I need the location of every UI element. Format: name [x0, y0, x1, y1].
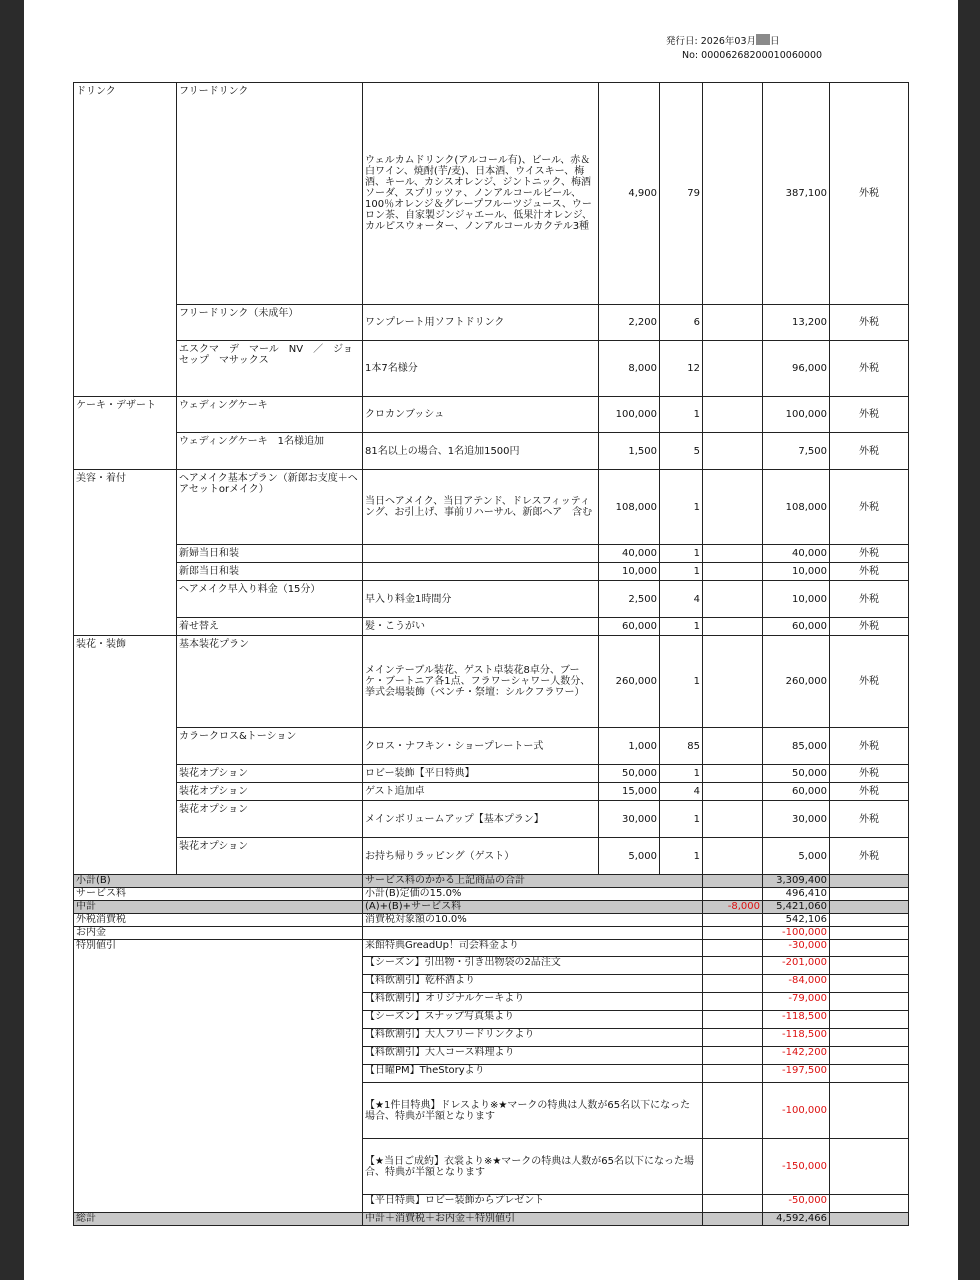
summary-description: 【料飲割引】大人フリードリンクより — [363, 1029, 703, 1047]
summary-tax-blank — [830, 901, 909, 914]
category-cell: ドリンク — [74, 83, 177, 397]
summary-tax-blank — [830, 957, 909, 975]
item-row — [74, 305, 909, 341]
quantity-cell: 1 — [660, 636, 703, 728]
item-row — [74, 83, 909, 305]
item-description-cell: クロス・ナフキン・ショープレートー式 — [363, 728, 599, 765]
summary-amount: -100,000 — [763, 1083, 830, 1139]
summary-amount: -50,000 — [763, 1195, 830, 1213]
item-row — [74, 728, 909, 765]
summary-discount — [703, 1083, 763, 1139]
unit-price-cell: 100,000 — [599, 397, 660, 433]
unit-price-cell: 8,000 — [599, 341, 660, 397]
tax-type-cell: 外税 — [830, 545, 909, 563]
item-row — [74, 783, 909, 801]
issue-date-line — [666, 34, 780, 49]
summary-discount — [703, 914, 763, 927]
discount-cell — [703, 636, 763, 728]
item-name-cell: 装花オプション — [177, 765, 363, 783]
summary-row — [74, 875, 909, 888]
item-name-cell: 基本装花プラン — [177, 636, 363, 728]
summary-description: 【料飲割引】大人コース料理より — [363, 1047, 703, 1065]
summary-description: 【シーズン】スナップ写真集より — [363, 1011, 703, 1029]
summary-tax-blank — [830, 1139, 909, 1195]
summary-discount — [703, 1195, 763, 1213]
amount-cell: 13,200 — [763, 305, 830, 341]
summary-amount: 3,309,400 — [763, 875, 830, 888]
summary-row — [74, 901, 909, 914]
summary-description: 【★1件目特典】ドレスより※★マークの特典は人数が65名以下になった場合、特典が半額となります — [363, 1083, 703, 1139]
quantity-cell: 12 — [660, 341, 703, 397]
summary-amount: -118,500 — [763, 1029, 830, 1047]
unit-price-cell: 1,000 — [599, 728, 660, 765]
total-row — [74, 1213, 909, 1226]
quantity-cell: 1 — [660, 618, 703, 636]
item-description-cell: 早入り料金1時間分 — [363, 581, 599, 618]
item-description-cell: ウェルカムドリンク(アルコール有)、ビール、赤＆白ワイン、焼酎(芋/麦)、日本酒、ウイスキー、梅酒、キール、カシスオレンジ、ジントニック、梅酒ソーダ、スプリッツァ、ノンアルコールビール、100％オレンジ＆グレープフルーツジュース、ウーロン茶、自家製ジンジャエール、低果汁オレンジ、カルピスウォーター、ノンアルコールカクテル3種 — [363, 83, 599, 305]
unit-price-cell: 108,000 — [599, 470, 660, 545]
tax-type-cell: 外税 — [830, 305, 909, 341]
document-number-line — [682, 49, 822, 63]
tax-type-cell: 外税 — [830, 581, 909, 618]
item-description-cell: ワンプレート用ソフトドリンク — [363, 305, 599, 341]
quantity-cell: 1 — [660, 397, 703, 433]
redaction-box — [756, 34, 770, 45]
amount-cell: 10,000 — [763, 563, 830, 581]
summary-amount: -79,000 — [763, 993, 830, 1011]
item-row — [74, 636, 909, 728]
unit-price-cell: 30,000 — [599, 801, 660, 838]
item-row — [74, 397, 909, 433]
summary-label: 中計 — [74, 901, 363, 914]
quantity-cell: 1 — [660, 470, 703, 545]
unit-price-cell: 15,000 — [599, 783, 660, 801]
discount-cell — [703, 838, 763, 875]
discount-cell — [703, 581, 763, 618]
item-description-cell: 81名以上の場合、1名追加1500円 — [363, 433, 599, 470]
quantity-cell: 1 — [660, 838, 703, 875]
item-name-cell: カラークロス&トーション — [177, 728, 363, 765]
item-description-cell: メインボリュームアップ【基本プラン】 — [363, 801, 599, 838]
summary-row — [74, 927, 909, 940]
summary-tax-blank — [830, 875, 909, 888]
issue-date-label: 発行日: — [666, 36, 698, 47]
item-description-cell: ゲスト追加卓 — [363, 783, 599, 801]
item-description-cell: メインテーブル装花、ゲスト卓装花8卓分、ブーケ・ブートニア各1点、フラワーシャワー人数分、挙式会場装飾（ベンチ・祭壇：シルクフラワー） — [363, 636, 599, 728]
item-description-cell: 髪・こうがい — [363, 618, 599, 636]
item-name-cell: ヘアメイク基本プラン（新郎お支度＋ヘアセットorメイク） — [177, 470, 363, 545]
quantity-cell: 4 — [660, 783, 703, 801]
item-name-cell: 装花オプション — [177, 838, 363, 875]
summary-label: サービス料 — [74, 888, 363, 901]
item-description-cell: 1本7名様分 — [363, 341, 599, 397]
summary-label: 小計(B) — [74, 875, 363, 888]
quantity-cell: 1 — [660, 545, 703, 563]
invoice-table — [73, 82, 909, 1226]
tax-type-cell: 外税 — [830, 765, 909, 783]
unit-price-cell: 5,000 — [599, 838, 660, 875]
summary-amount: -84,000 — [763, 975, 830, 993]
item-row — [74, 433, 909, 470]
summary-discount — [703, 927, 763, 940]
summary-amount: 5,421,060 — [763, 901, 830, 914]
item-row — [74, 801, 909, 838]
discount-cell — [703, 801, 763, 838]
item-name-cell: ウェディングケーキ 1名様追加 — [177, 433, 363, 470]
discount-cell — [703, 765, 763, 783]
summary-tax-blank — [830, 975, 909, 993]
document-number-label: No: — [682, 50, 699, 61]
amount-cell: 7,500 — [763, 433, 830, 470]
quantity-cell: 5 — [660, 433, 703, 470]
summary-discount — [703, 1065, 763, 1083]
category-cell: ケーキ・デザート — [74, 397, 177, 470]
summary-amount: -142,200 — [763, 1047, 830, 1065]
summary-amount: -150,000 — [763, 1139, 830, 1195]
summary-discount — [703, 1047, 763, 1065]
item-name-cell: 新婦当日和装 — [177, 545, 363, 563]
item-name-cell: 装花オプション — [177, 783, 363, 801]
discount-cell — [703, 470, 763, 545]
item-row — [74, 838, 909, 875]
summary-discount — [703, 1139, 763, 1195]
unit-price-cell: 2,200 — [599, 305, 660, 341]
summary-discount — [703, 975, 763, 993]
quantity-cell: 79 — [660, 83, 703, 305]
summary-discount — [703, 957, 763, 975]
tax-type-cell: 外税 — [830, 783, 909, 801]
invoice-page — [24, 0, 958, 1280]
summary-tax-blank — [830, 1065, 909, 1083]
issue-date-value: 2026年03月 — [700, 36, 756, 47]
summary-amount: 4,592,466 — [763, 1213, 830, 1226]
summary-amount: 496,410 — [763, 888, 830, 901]
summary-description: 消費税対象額の10.0% — [363, 914, 703, 927]
discount-cell — [703, 305, 763, 341]
item-row — [74, 341, 909, 397]
summary-discount — [703, 875, 763, 888]
summary-rows — [74, 875, 909, 1226]
tax-type-cell: 外税 — [830, 341, 909, 397]
discount-cell — [703, 545, 763, 563]
discount-cell — [703, 83, 763, 305]
amount-cell: 60,000 — [763, 783, 830, 801]
unit-price-cell: 2,500 — [599, 581, 660, 618]
amount-cell: 10,000 — [763, 581, 830, 618]
category-cell: 装花・装飾 — [74, 636, 177, 875]
summary-amount: -30,000 — [763, 940, 830, 957]
tax-type-cell: 外税 — [830, 618, 909, 636]
tax-type-cell: 外税 — [830, 397, 909, 433]
item-row — [74, 581, 909, 618]
issue-day-suffix: 日 — [770, 36, 780, 47]
amount-cell: 96,000 — [763, 341, 830, 397]
quantity-cell: 6 — [660, 305, 703, 341]
summary-amount: -100,000 — [763, 927, 830, 940]
summary-discount — [703, 993, 763, 1011]
summary-description: (A)+(B)+サービス料 — [363, 901, 703, 914]
tax-type-cell: 外税 — [830, 728, 909, 765]
item-row — [74, 545, 909, 563]
amount-cell: 50,000 — [763, 765, 830, 783]
summary-tax-blank — [830, 1083, 909, 1139]
summary-tax-blank — [830, 1011, 909, 1029]
item-name-cell: ヘアメイク早入り料金（15分） — [177, 581, 363, 618]
summary-description: 【★当日ご成約】衣裳より※★マークの特典は人数が65名以下になった場合、特典が半額となります — [363, 1139, 703, 1195]
summary-tax-blank — [830, 1047, 909, 1065]
summary-tax-blank — [830, 888, 909, 901]
summary-discount — [703, 1011, 763, 1029]
tax-type-cell: 外税 — [830, 563, 909, 581]
discount-cell — [703, 397, 763, 433]
unit-price-cell: 40,000 — [599, 545, 660, 563]
amount-cell: 5,000 — [763, 838, 830, 875]
summary-label: お内金 — [74, 927, 363, 940]
tax-type-cell: 外税 — [830, 433, 909, 470]
item-description-cell — [363, 563, 599, 581]
summary-tax-blank — [830, 1213, 909, 1226]
quantity-cell: 1 — [660, 563, 703, 581]
item-row — [74, 618, 909, 636]
unit-price-cell: 1,500 — [599, 433, 660, 470]
summary-description: 【料飲割引】乾杯酒より — [363, 975, 703, 993]
amount-cell: 108,000 — [763, 470, 830, 545]
summary-description — [363, 927, 703, 940]
quantity-cell: 85 — [660, 728, 703, 765]
summary-amount: -201,000 — [763, 957, 830, 975]
unit-price-cell: 10,000 — [599, 563, 660, 581]
item-rows — [74, 83, 909, 875]
summary-row — [74, 914, 909, 927]
unit-price-cell: 50,000 — [599, 765, 660, 783]
item-name-cell: フリードリンク（未成年） — [177, 305, 363, 341]
item-row — [74, 563, 909, 581]
amount-cell: 30,000 — [763, 801, 830, 838]
item-name-cell: フリードリンク — [177, 83, 363, 305]
unit-price-cell: 260,000 — [599, 636, 660, 728]
summary-description: 中計＋消費税＋お内金＋特別値引 — [363, 1213, 703, 1226]
summary-description: 【平日特典】ロビー装飾からプレゼント — [363, 1195, 703, 1213]
item-description-cell: 当日ヘアメイク、当日アテンド、ドレスフィッティング、お引上げ、事前リハーサル、新郎ヘア 含む — [363, 470, 599, 545]
discount-cell — [703, 783, 763, 801]
unit-price-cell: 4,900 — [599, 83, 660, 305]
amount-cell: 85,000 — [763, 728, 830, 765]
summary-discount — [703, 888, 763, 901]
quantity-cell: 1 — [660, 801, 703, 838]
unit-price-cell: 60,000 — [599, 618, 660, 636]
summary-description: 【シーズン】引出物・引き出物袋の2品注文 — [363, 957, 703, 975]
summary-tax-blank — [830, 927, 909, 940]
item-description-cell: ロビー装飾【平日特典】 — [363, 765, 599, 783]
amount-cell: 260,000 — [763, 636, 830, 728]
summary-discount — [703, 1029, 763, 1047]
discount-cell — [703, 341, 763, 397]
discount-cell — [703, 618, 763, 636]
quantity-cell: 4 — [660, 581, 703, 618]
quantity-cell: 1 — [660, 765, 703, 783]
summary-discount — [703, 940, 763, 957]
summary-description: 【料飲割引】オリジナルケーキより — [363, 993, 703, 1011]
item-name-cell: ウェディングケーキ — [177, 397, 363, 433]
discount-cell — [703, 563, 763, 581]
item-description-cell — [363, 545, 599, 563]
summary-amount: 542,106 — [763, 914, 830, 927]
tax-type-cell: 外税 — [830, 470, 909, 545]
summary-amount: -118,500 — [763, 1011, 830, 1029]
amount-cell: 387,100 — [763, 83, 830, 305]
summary-discount: -8,000 — [703, 901, 763, 914]
summary-amount: -197,500 — [763, 1065, 830, 1083]
tax-type-cell: 外税 — [830, 838, 909, 875]
summary-description: サービス料のかかる上記商品の合計 — [363, 875, 703, 888]
item-name-cell: 着せ替え — [177, 618, 363, 636]
summary-label: 外税消費税 — [74, 914, 363, 927]
discount-cell — [703, 433, 763, 470]
summary-discount — [703, 1213, 763, 1226]
summary-tax-blank — [830, 1029, 909, 1047]
tax-type-cell: 外税 — [830, 636, 909, 728]
summary-description: 【日曜PM】TheStoryより — [363, 1065, 703, 1083]
tax-type-cell: 外税 — [830, 801, 909, 838]
summary-description: 小計(B)定価の15.0% — [363, 888, 703, 901]
item-description-cell: クロカンブッシュ — [363, 397, 599, 433]
summary-row — [74, 888, 909, 901]
item-row — [74, 765, 909, 783]
summary-description: 来館特典GreadUp！司会料金より — [363, 940, 703, 957]
summary-tax-blank — [830, 993, 909, 1011]
item-description-cell: お持ち帰りラッピング（ゲスト） — [363, 838, 599, 875]
discount-cell — [703, 728, 763, 765]
item-name-cell: 新郎当日和装 — [177, 563, 363, 581]
document-number-value: 00006268200010060000 — [701, 50, 823, 61]
summary-tax-blank — [830, 914, 909, 927]
special-discount-row — [74, 940, 909, 957]
summary-label: 総計 — [74, 1213, 363, 1226]
amount-cell: 60,000 — [763, 618, 830, 636]
item-row — [74, 470, 909, 545]
amount-cell: 100,000 — [763, 397, 830, 433]
summary-label: 特別値引 — [74, 940, 363, 1213]
summary-tax-blank — [830, 1195, 909, 1213]
amount-cell: 40,000 — [763, 545, 830, 563]
category-cell: 美容・着付 — [74, 470, 177, 636]
tax-type-cell: 外税 — [830, 83, 909, 305]
summary-tax-blank — [830, 940, 909, 957]
item-name-cell: エスクマ デ マール NV ／ ジョセップ マサックス — [177, 341, 363, 397]
item-name-cell: 装花オプション — [177, 801, 363, 838]
